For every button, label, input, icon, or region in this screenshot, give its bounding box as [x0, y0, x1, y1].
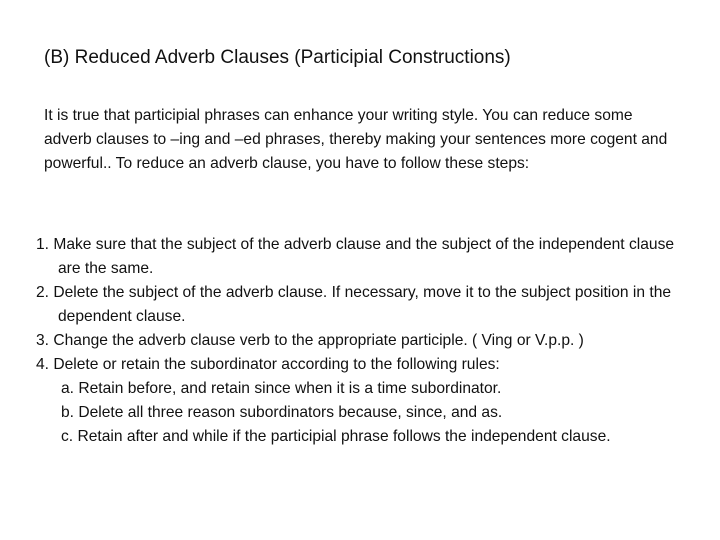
step-item-2: 2. Delete the subject of the adverb clause. If necessary, move it to the subject position in the dependent clause.: [36, 284, 672, 325]
slide-title: (B) Reduced Adverb Clauses (Participial Constructions): [44, 47, 511, 68]
rule-item-a: a. Retain before, and retain since when it is a time subordinator.: [61, 380, 502, 397]
rule-item-c: c. Retain after and while if the participial phrase follows the independent clause.: [61, 428, 611, 445]
step-item-3: 3. Change the adverb clause verb to the appropriate participle. ( Ving or V.p.p. ): [36, 332, 584, 349]
step-item-4: 4. Delete or retain the subordinator according to the following rules:: [36, 356, 500, 373]
steps-list: [36, 233, 696, 449]
intro-paragraph: It is true that participial phrases can enhance your writing style. You can reduce some adverb clauses to –ing and –ed phrases, thereby making your sentences more cogent and powerful.. To reduce an adverb clause, you have to follow these steps:: [44, 107, 668, 172]
step-item-1: 1. Make sure that the subject of the adverb clause and the subject of the independent clause are the same.: [36, 236, 675, 277]
rule-item-b: b. Delete all three reason subordinators because, since, and as.: [61, 404, 503, 421]
